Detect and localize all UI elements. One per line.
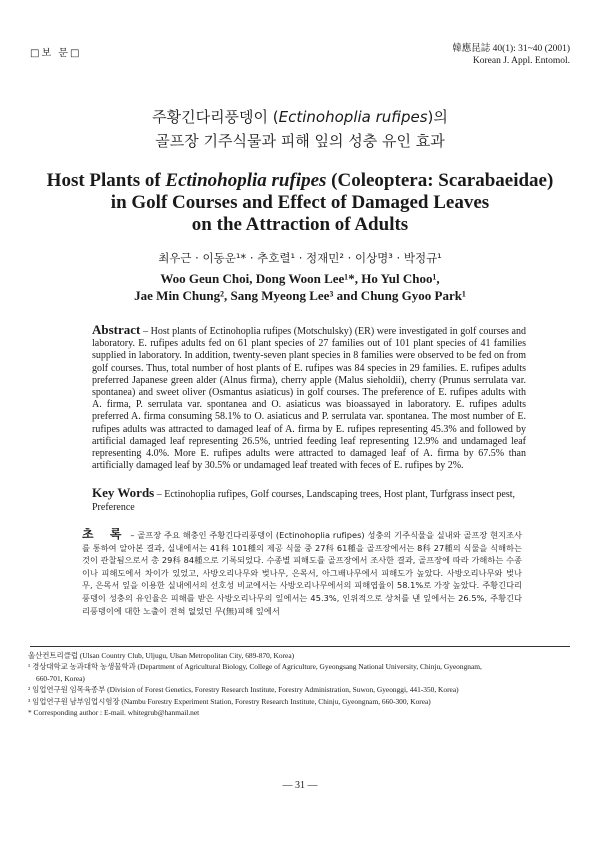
korean-title-prefix: 주황긴다리풍뎅이 ( <box>152 108 279 126</box>
english-title-line-3: on the Attraction of Adults <box>191 214 409 235</box>
page-number: — 31 — <box>282 780 318 791</box>
korean-abstract-label: 초 록 <box>82 527 128 541</box>
english-authors-line-1: Woo Geun Choi, Dong Woon Lee¹*, Ho Yul Choo¹, <box>160 271 440 286</box>
footnote-affiliation-1: ¹ 경상대학교 농과대학 농생물학과 (Department of Agricultural Biology, College of Agriculture, Gyeongsang National University, Chinju, Gyeongnam, <box>28 662 482 672</box>
keywords <box>92 486 526 514</box>
english-title-prefix: Host Plants of <box>46 170 166 191</box>
english-title-line-2: in Golf Courses and Effect of Damaged Leaves <box>110 192 490 213</box>
footnote-affiliation-1-cont: 660-701, Korea) <box>36 673 85 683</box>
journal-reference: 韓應昆誌 40(1): 31~40 (2001) <box>452 44 570 54</box>
korean-abstract <box>82 528 522 617</box>
journal-citation <box>452 43 570 67</box>
korean-title-line-1 <box>0 106 600 127</box>
keywords-text: – Ectinohoplia rufipes, Golf courses, Landscaping trees, Host plant, Turfgrass insect pest, Preference <box>92 489 516 513</box>
korean-authors: 최우근 · 이동운¹* · 추호렬¹ · 정재민² · 이상명³ · 박정규¹ <box>158 251 442 265</box>
abstract <box>92 324 526 472</box>
footnote-corresponding-author: * Corresponding author : E-mail. whitegrub@hanmail.net <box>28 708 200 718</box>
korean-title-species: Ectinohoplia rufipes <box>278 108 428 126</box>
abstract-label: Abstract <box>92 322 141 337</box>
article-type-label: □보 문□ <box>30 48 82 59</box>
english-authors-line-2: Jae Min Chung², Sang Myeong Lee³ and Chung Gyoo Park¹ <box>134 288 466 303</box>
korean-abstract-text: – 골프장 주요 해충인 주황긴다리풍뎅이 (Ectinohoplia rufipes) 성충의 기주식물을 실내와 골프장 현지조사를 통하여 알아본 결과, 실내에서는 41科 101種의 제공 식물 중 27科 61種을 골프장에서는 8科 27種의 식물을 식해하는 것이 관찰됨으로서 총 29科 84種으로 기록되었다. 수종별 피해도를 골프장에서 조사한 결과, 골프장에 따라 가해하는 수종이나 피해도에서 차이가 있었고, 사방오리나무와 벚나무, 은목서, 아그배나무에서 피해도가 높았다. 사방오리나무와 벚나무, 은목서 잎을 이용한 실내에서의 선호성 비교에서는 사방오리나무에서의 피해엽율이 58.1%로 가장 높았다. 주황긴다리풍뎅이 성충의 유인율은 피해를 받은 사방오리나무의 잎에서는 45.3%, 인위적으로 상처를 낸 잎에서는 26.5%, 주황긴다리풍뎅이에 대한 노출이 전혀 없었던 무(無)피해 잎에서 <box>82 530 522 616</box>
footnote-affiliation-3: ³ 임업연구원 남부임업시험장 (Nambu Forestry Experiment Station, Forestry Research Institute, Chinju, Gyeongnam, 660-300, Korea) <box>28 696 431 706</box>
english-title-species: Ectinohoplia rufipes <box>165 170 327 191</box>
keywords-label: Key Words <box>92 485 155 500</box>
abstract-text: – Host plants of Ectinohoplia rufipes (Motschulsky) (ER) were investigated in golf courses and laboratory. E. rufipes adults fed on 61 plant species of 27 families out of 101 plant species of 41 families supplied in laboratory. In addition, twenty-seven plant species in 8 families were observed to be fed on from golf courses. Thus, total number of host plants of E. rufipes was 84 species in 29 families. E. rufipes adults preferred Japanese green alder (Alnus firma), cherry apple (Malus sieholdii), cherry (Prunus serrulata var. spontanea) and sweet oliver (Osmantus asiaticus) in golf courses. The preference of E. rufipes adults with A. firma, P. serrulata var. spontanea and O. asiaticus was bioassayed in laboratory. E. rufipes adults preferred A. firma consuming 58.1% to O. asiaticus and P. serrulata var. spontanea. The most number of E. rufipes adults was attracted to damaged leaf of A. firma by E. rufipes representing 45.3% and followed by artificial damaged leaf representing 26.5%, untried feeding leaf representing 12.9% and undamaged leaf representing 4.0%. More E. rufipes adults were attracted to damaged leaf of A. firma by 67.5% than artificially damaged leaf by 30.5% or undamaged leaf treated with feces of E. rufipes by 2%. <box>92 326 526 472</box>
korean-title-suffix: )의 <box>427 108 448 126</box>
english-title-line-1 <box>0 170 600 192</box>
english-title-suffix: (Coleoptera: Scarabaeidae) <box>326 170 554 191</box>
footnotes <box>28 650 573 718</box>
korean-title-line-2: 골프장 기주식물과 피해 잎의 성충 유인 효과 <box>155 132 445 150</box>
footnote-affiliation-2: ² 임업연구원 임목육종부 (Division of Forest Genetics, Forestry Research Institute, Forestry Administration, Suwon, Gyeonggi, 441-350, Korea) <box>28 685 459 695</box>
footnote-affiliation-0: 울산컨트리클럽 (Ulsan Country Club, Uljugu, Ulsan Metropolitan City, 689-870, Korea) <box>28 651 295 660</box>
journal-english-name: Korean J. Appl. Entomol. <box>472 56 570 66</box>
footnote-divider <box>30 646 570 647</box>
